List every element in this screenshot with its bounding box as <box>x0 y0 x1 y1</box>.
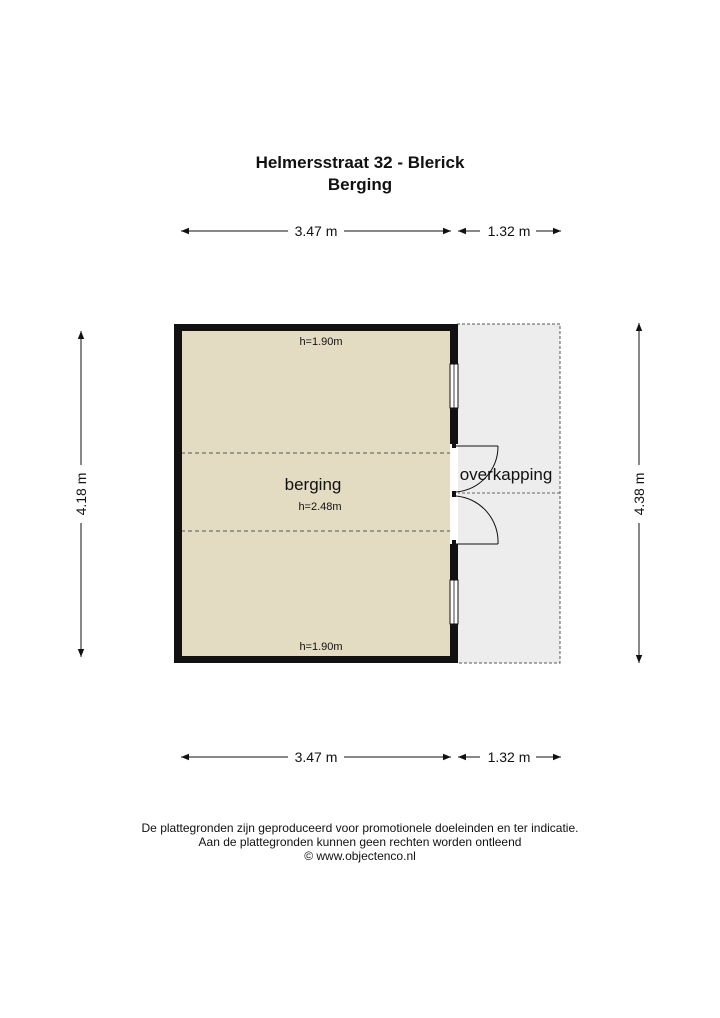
top-dimension-lines <box>181 223 561 239</box>
left-dimension-line <box>73 331 89 657</box>
overkapping-label: overkapping <box>459 465 553 484</box>
top-left-width-label: 3.47 m <box>294 223 338 239</box>
floor-name: Berging <box>327 175 393 194</box>
berging-height-bottom: h=1.90m <box>299 641 343 653</box>
plan-title: Helmersstraat 32 - Blerick <box>255 153 465 172</box>
top-right-width-label: 1.32 m <box>487 223 531 239</box>
left-height-label: 4.18 m <box>73 472 89 516</box>
berging-height-middle: h=2.48m <box>298 501 342 513</box>
right-height-label: 4.38 m <box>631 472 647 516</box>
right-dimension-line <box>631 323 647 663</box>
disclaimer-line-2: Aan de plattegronden kunnen geen rechten worden ontleend <box>198 835 522 849</box>
berging-label: berging <box>284 475 342 494</box>
copyright-line: © www.objectenco.nl <box>304 849 416 863</box>
bottom-left-width-label: 3.47 m <box>294 749 338 765</box>
bottom-dimension-lines <box>181 749 561 765</box>
window-upper <box>450 364 458 408</box>
window-lower <box>450 580 458 624</box>
berging-height-top: h=1.90m <box>299 336 343 348</box>
bottom-right-width-label: 1.32 m <box>487 749 531 765</box>
disclaimer-line-1: De plattegronden zijn geproduceerd voor promotionele doeleinden en ter indicatie. <box>141 821 579 835</box>
